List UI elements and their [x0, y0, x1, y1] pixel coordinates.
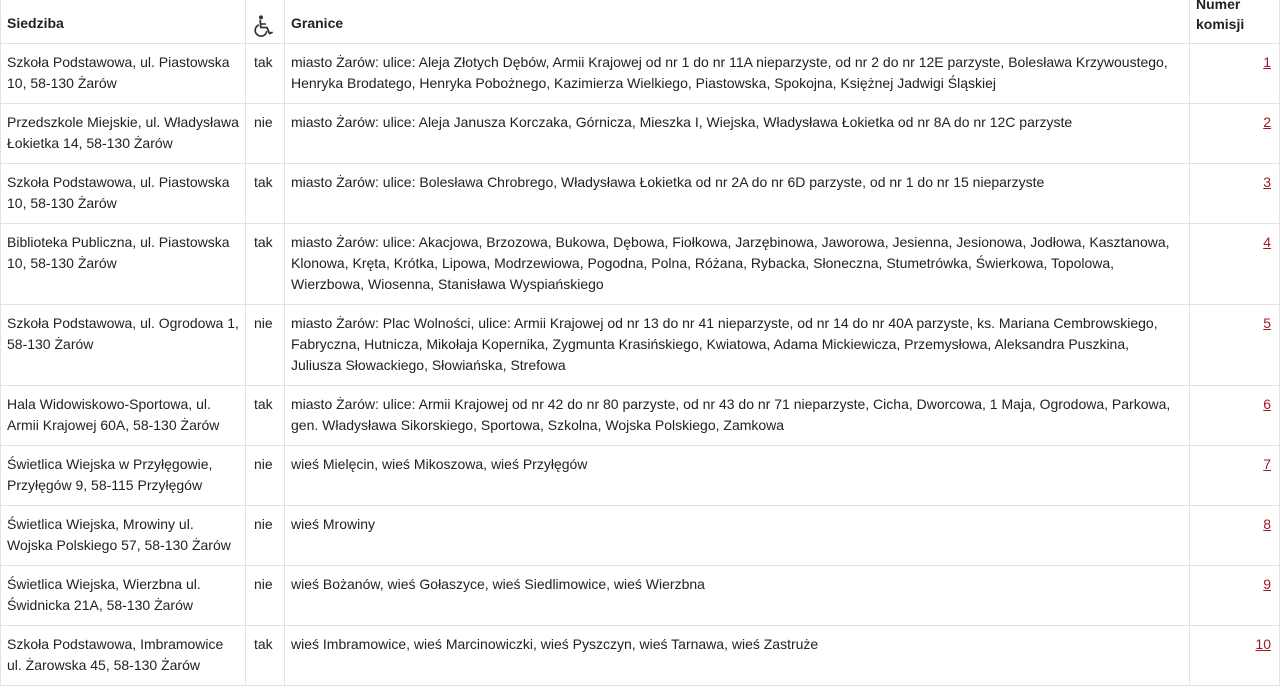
cell-accessible: nie	[246, 446, 285, 506]
cell-number	[1190, 446, 1280, 506]
cell-borders: miasto Żarów: ulice: Akacjowa, Brzozowa, Bukowa, Dębowa, Fiołkowa, Jarzębinowa, Jaworowa, Jesienna, Jesionowa, Jodłowa, Kasztanowa, Klonowa, Kręta, Krótka, Lipowa, Modrzewiowa, Pogodna, Polna, Różana, Rybacka, Słoneczna, Stumetrówka, Świerkowa, Topolowa, Wierzbowa, Wiosenna, Stanisława Wyspiańskiego	[285, 224, 1190, 305]
header-number	[1190, 0, 1280, 44]
cell-accessible: tak	[246, 626, 285, 686]
cell-borders: wieś Mrowiny	[285, 506, 1190, 566]
cell-borders: wieś Bożanów, wieś Gołaszyce, wieś Siedlimowice, wieś Wierzbna	[285, 566, 1190, 626]
table-row	[1, 305, 1280, 386]
table-row	[1, 386, 1280, 446]
cell-number	[1190, 506, 1280, 566]
cell-accessible: tak	[246, 386, 285, 446]
table-header-row	[1, 0, 1280, 44]
header-accessibility	[246, 0, 285, 44]
cell-number	[1190, 305, 1280, 386]
cell-accessible: nie	[246, 566, 285, 626]
cell-seat: Hala Widowiskowo-Sportowa, ul. Armii Krajowej 60A, 58-130 Żarów	[1, 386, 246, 446]
cell-seat: Świetlica Wiejska, Wierzbna ul. Świdnicka 21A, 58-130 Żarów	[1, 566, 246, 626]
cell-number	[1190, 104, 1280, 164]
cell-seat: Biblioteka Publiczna, ul. Piastowska 10, 58-130 Żarów	[1, 224, 246, 305]
cell-seat: Szkoła Podstawowa, ul. Piastowska 10, 58-130 Żarów	[1, 44, 246, 104]
cell-borders: miasto Żarów: ulice: Aleja Janusza Korczaka, Górnicza, Mieszka I, Wiejska, Władysława Łokietka od nr 8A do nr 12C parzyste	[285, 104, 1190, 164]
cell-seat: Świetlica Wiejska, Mrowiny ul. Wojska Polskiego 57, 58-130 Żarów	[1, 506, 246, 566]
commission-number-link[interactable]: 4	[1263, 234, 1271, 250]
commission-number-link[interactable]: 9	[1263, 576, 1271, 592]
cell-borders: miasto Żarów: ulice: Bolesława Chrobrego, Władysława Łokietka od nr 2A do nr 6D parzyste, od nr 1 do nr 15 nieparzyste	[285, 164, 1190, 224]
table-row	[1, 506, 1280, 566]
cell-number	[1190, 566, 1280, 626]
table-row	[1, 164, 1280, 224]
table-row	[1, 44, 1280, 104]
cell-seat: Szkoła Podstawowa, Imbramowice ul. Żarowska 45, 58-130 Żarów	[1, 626, 246, 686]
cell-accessible: nie	[246, 305, 285, 386]
cell-accessible: tak	[246, 44, 285, 104]
cell-seat: Szkoła Podstawowa, ul. Ogrodowa 1, 58-130 Żarów	[1, 305, 246, 386]
commission-number-link[interactable]: 5	[1263, 315, 1271, 331]
cell-accessible: tak	[246, 224, 285, 305]
cell-number	[1190, 626, 1280, 686]
cell-seat: Przedszkole Miejskie, ul. Władysława Łokietka 14, 58-130 Żarów	[1, 104, 246, 164]
cell-borders: miasto Żarów: Plac Wolności, ulice: Armii Krajowej od nr 13 do nr 41 nieparzyste, od nr 14 do nr 40A parzyste, ks. Mariana Cembrowskiego, Fabryczna, Hutnicza, Mikołaja Kopernika, Zygmunta Krasińskiego, Kwiatowa, Adama Mickiewicza, Przemysłowa, Aleksandra Puszkina, Juliusza Słowackiego, Słowiańska, Strefowa	[285, 305, 1190, 386]
cell-seat: Szkoła Podstawowa, ul. Piastowska 10, 58-130 Żarów	[1, 164, 246, 224]
commission-number-link[interactable]: 2	[1263, 114, 1271, 130]
cell-borders: wieś Imbramowice, wieś Marcinowiczki, wieś Pyszczyn, wieś Tarnawa, wieś Zastruże	[285, 626, 1190, 686]
commission-number-link[interactable]: 8	[1263, 516, 1271, 532]
cell-number	[1190, 164, 1280, 224]
commission-number-link[interactable]: 6	[1263, 396, 1271, 412]
cell-accessible: nie	[246, 506, 285, 566]
cell-number	[1190, 386, 1280, 446]
cell-seat: Świetlica Wiejska w Przyłęgowie, Przyłęgów 9, 58-115 Przyłęgów	[1, 446, 246, 506]
commission-number-link[interactable]: 7	[1263, 456, 1271, 472]
commission-number-link[interactable]: 1	[1263, 54, 1271, 70]
cell-number	[1190, 44, 1280, 104]
cell-borders: wieś Mielęcin, wieś Mikoszowa, wieś Przyłęgów	[285, 446, 1190, 506]
table-row	[1, 446, 1280, 506]
cell-number	[1190, 224, 1280, 305]
table-row	[1, 104, 1280, 164]
cell-accessible: nie	[246, 104, 285, 164]
header-number-line2: komisji	[1196, 16, 1245, 32]
cell-borders: miasto Żarów: ulice: Aleja Złotych Dębów, Armii Krajowej od nr 1 do nr 11A nieparzyste, od nr 2 do nr 12E parzyste, Bolesława Krzywoustego, Henryka Brodatego, Henryka Pobożnego, Kazimierza Wielkiego, Piastowska, Spokojna, Księżnej Jadwigi Śląskiej	[285, 44, 1190, 104]
header-number-line1: Numer	[1196, 0, 1241, 12]
cell-borders: miasto Żarów: ulice: Armii Krajowej od nr 42 do nr 80 parzyste, od nr 43 do nr 71 nieparzyste, Cicha, Dworcowa, 1 Maja, Ogrodowa, Parkowa, gen. Władysława Sikorskiego, Sportowa, Szkolna, Wojska Polskiego, Zamkowa	[285, 386, 1190, 446]
table-row	[1, 626, 1280, 686]
commission-number-link[interactable]: 10	[1255, 636, 1271, 652]
header-borders: Granice	[285, 0, 1190, 44]
header-seat: Siedziba	[1, 0, 246, 44]
table-row	[1, 566, 1280, 626]
commission-number-link[interactable]: 3	[1263, 174, 1271, 190]
wheelchair-icon	[254, 15, 274, 37]
table-row	[1, 224, 1280, 305]
cell-accessible: tak	[246, 164, 285, 224]
